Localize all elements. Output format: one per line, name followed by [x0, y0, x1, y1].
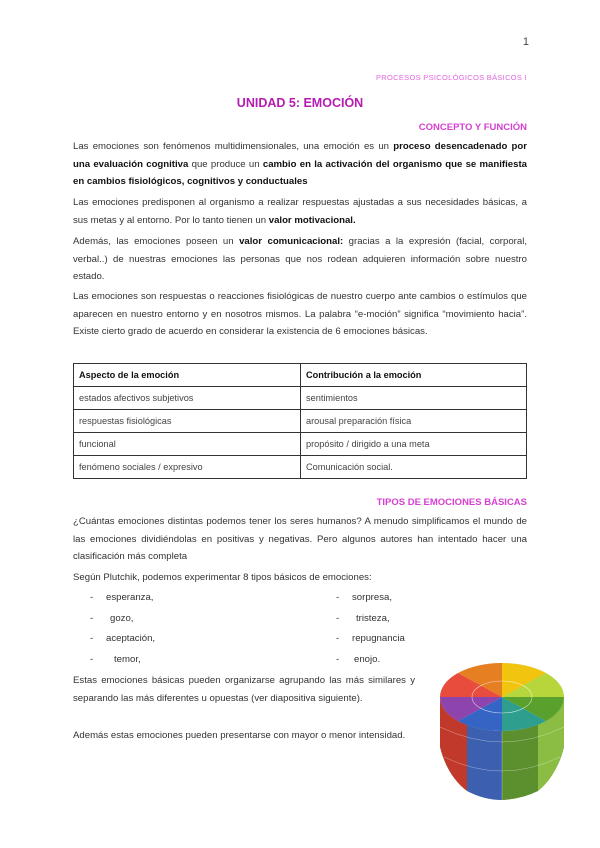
table-header-row — [74, 364, 527, 387]
table-cell: sentimientos — [301, 387, 527, 410]
running-header: PROCESOS PSICOLÓGICOS BÁSICOS I — [375, 73, 527, 82]
table-row — [74, 410, 527, 433]
table-cell: fenómeno sociales / expresivo — [74, 456, 301, 479]
table-row — [74, 387, 527, 410]
list-item-text: aceptación, — [106, 633, 156, 644]
emotion-list-left — [90, 592, 155, 674]
list-item: - gozo, — [90, 613, 155, 634]
list-item: - esperanza, — [90, 592, 155, 613]
paragraph-question: ¿Cuántas emociones distintas podemos tener los seres humanos? A menudo simplificamos el mundo de las emociones dividiéndolas en positivas y negativas. Pero algunos autores han intentado hacer una clasificación más completa — [73, 516, 527, 562]
paragraph-plutchik: Según Plutchik, podemos experimentar 8 tipos básicos de emociones: — [73, 572, 372, 583]
list-item-text: tristeza, — [356, 612, 390, 624]
page-number: 1 — [522, 36, 529, 48]
unit-title: UNIDAD 5: EMOCIÓN — [236, 96, 364, 110]
table-row — [74, 456, 527, 479]
table-cell: estados afectivos subjetivos — [74, 387, 301, 410]
list-item-text: gozo, — [110, 612, 134, 624]
p1-bold-1: proceso desencadenado por una evaluación cognitiva — [73, 141, 527, 170]
paragraph-intensity: Además estas emociones pueden presentarse con mayor o menor intensidad. — [73, 730, 406, 741]
emotion-aspects-table — [73, 363, 527, 479]
list-item: - repugnancia — [336, 633, 405, 654]
p2-bold-1: valor motivacional. — [268, 214, 356, 226]
list-item: - temor, — [90, 654, 155, 675]
section-title-tipos: TIPOS DE EMOCIONES BÁSICAS — [376, 497, 527, 508]
table-cell: Comunicación social. — [301, 456, 527, 479]
paragraph-motivational — [73, 194, 527, 229]
table-header-cell: Contribución a la emoción — [301, 364, 527, 387]
list-item: - sorpresa, — [336, 592, 405, 613]
p2-text-1: Las emociones predisponen al organismo a realizar respuestas ajustadas a sus necesidades básicas, a sus metas y al entorno. Por lo tanto tienen un — [73, 197, 527, 226]
list-item-text: repugnancia — [352, 633, 405, 644]
p1-text-1: Las emociones son fenómenos multidimensionales, una emoción es un — [73, 141, 394, 152]
section-title-concepto: CONCEPTO Y FUNCIÓN — [418, 122, 527, 133]
paragraph-grouping: Estas emociones básicas pueden organizarse agrupando las más similares y separando las más diferentes u opuestas (ver diapositiva siguiente). — [73, 675, 415, 704]
p1-text-2: que produce un — [188, 158, 263, 170]
p3-bold-1: valor comunicacional: — [239, 236, 344, 247]
list-item: - aceptación, — [90, 633, 155, 654]
list-item: - enojo. — [336, 654, 405, 675]
paragraph-communicational — [73, 233, 527, 286]
table-cell: funcional — [74, 433, 301, 456]
table-header-cell: Aspecto de la emoción — [74, 364, 301, 387]
table-cell: arousal preparación física — [301, 410, 527, 433]
p1-bold-2: cambio en la activación del organismo que se manifiesta en cambios fisiológicos, cognitivos y conductuales — [73, 158, 527, 187]
table-cell: respuestas fisiológicas — [74, 410, 301, 433]
p3-text-1: Además, las emociones poseen un — [73, 236, 240, 247]
table-cell: propósito / dirigido a una meta — [301, 433, 527, 456]
list-item: - tristeza, — [336, 613, 405, 634]
p3-text-2: gracias a la expresión (facial, corporal, verbal..) de nuestras emociones las personas que nos rodean adquieren información sobre nuestro estado. — [73, 236, 528, 282]
paragraph-definition — [73, 138, 527, 191]
table-row — [74, 433, 527, 456]
list-item-text: enojo. — [354, 653, 381, 665]
plutchik-emotion-cone-image — [422, 657, 582, 802]
paragraph-physiological: Las emociones son respuestas o reacciones fisiológicas de nuestro cuerpo ante cambios o estímulos que aparecen en nuestro entorno y en nosotros mismos. La palabra “e-moción” significa “movimiento hacia”. Existe cierto grado de acuerdo en considerar la existencia de 6 emociones básicas. — [73, 291, 527, 337]
list-item-text: sorpresa, — [352, 592, 392, 603]
list-item-text: temor, — [114, 653, 141, 665]
emotion-list-right — [336, 592, 405, 674]
list-item-text: esperanza, — [106, 592, 154, 603]
